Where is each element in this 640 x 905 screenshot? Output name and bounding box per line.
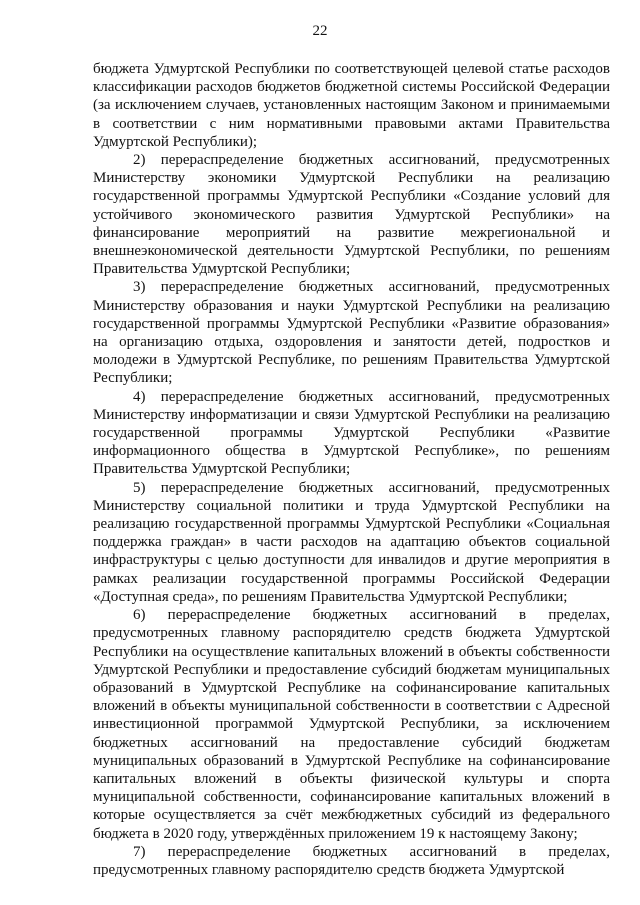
- paragraph-item-2: 2) перераспределение бюджетных ассигнований, предусмотренных Министерству экономики Удмуртской Республики на реализацию государственной программы Удмуртской Республики «Создание условий для устойчивого экономического развития Удмуртской Республики» на финансирование мероприятий на развитие межрегиональной и внешнеэкономической деятельности Удмуртской Республики, по решениям Правительства Удмуртской Республики;: [93, 152, 610, 278]
- paragraph-item-3: 3) перераспределение бюджетных ассигнований, предусмотренных Министерству образования и науки Удмуртской Республики на реализацию государственной программы Удмуртской Республики «Развитие образования» на организацию отдыха, оздоровления и занятости детей, подростков и молодежи в Удмуртской Республике, по решениям Правительства Удмуртской Республики;: [93, 279, 610, 387]
- paragraph-continuation: бюджета Удмуртской Республики по соответствующей целевой статье расходов классификации расходов бюджетов бюджетной системы Российской Федерации (за исключением случаев, установленных настоящим Законом и принимаемыми в соответствии с ним нормативными правовыми актами Правительства Удмуртской Республики);: [93, 61, 610, 150]
- document-body: [93, 60, 610, 879]
- paragraph-item-6: 6) перераспределение бюджетных ассигнований в пределах, предусмотренных главному распорядителю средств бюджета Удмуртской Республики на осуществление капитальных вложений в объекты собственности Удмуртской Республики и предоставление субсидий бюджетам муниципальных образований в Удмуртской Республике на софинансирование капитальных вложений в объекты муниципальной собственности в соответствии с Адресной инвестиционной программой Удмуртской Республики, за исключением бюджетных ассигнований на предоставление субсидий бюджетам муниципальных образований в Удмуртской Республике на софинансирование капитальных вложений в объекты физической культуры и спорта муниципальной собственности, софинансирование капитальных вложений в которые осуществляется за счёт межбюджетных субсидий из федерального бюджета в 2020 году, утверждённых приложением 19 к настоящему Закону;: [93, 607, 610, 842]
- paragraph-item-4: 4) перераспределение бюджетных ассигнований, предусмотренных Министерству информатизации и связи Удмуртской Республики на реализацию государственной программы Удмуртской Республики «Развитие информационного общества в Удмуртской Республике», по решениям Правительства Удмуртской Республики;: [93, 388, 610, 478]
- paragraph-item-5: 5) перераспределение бюджетных ассигнований, предусмотренных Министерству социальной политики и труда Удмуртской Республики на реализацию государственной программы Удмуртской Республики «Социальная поддержка граждан» в части расходов на адаптацию объектов социальной инфраструктуры с целью доступности для инвалидов и другие мероприятия в рамках реализации государственной программы Российской Федерации «Доступная среда», по решениям Правительства Удмуртской Республики;: [93, 479, 610, 605]
- paragraph-item-7: 7) перераспределение бюджетных ассигнований в пределах, предусмотренных главному распорядителю средств бюджета Удмуртской: [93, 843, 610, 878]
- page-number: 22: [312, 23, 328, 39]
